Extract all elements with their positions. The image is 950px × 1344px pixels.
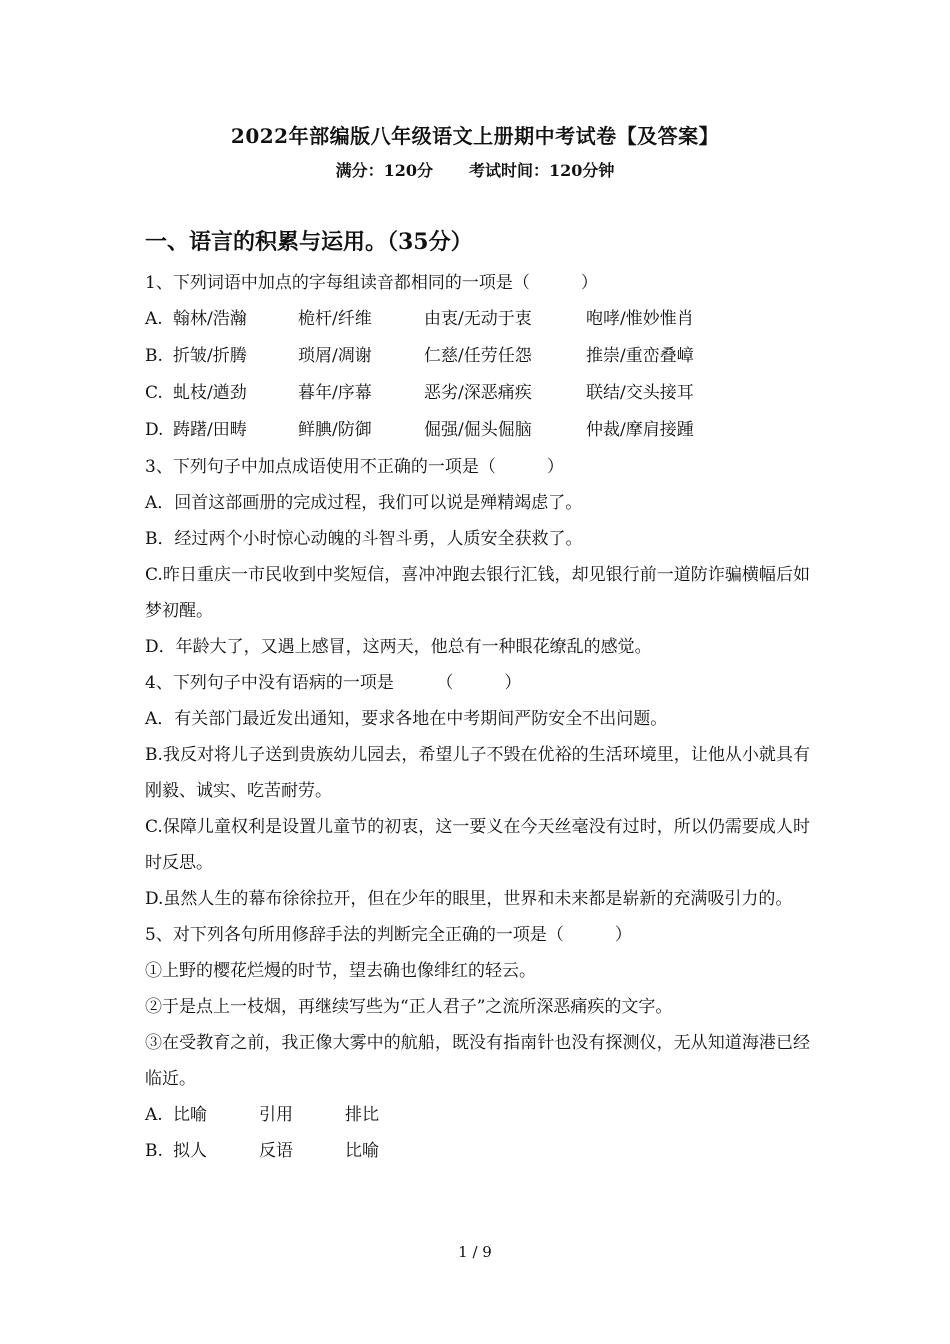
exam-time: 考试时间：120分钟 — [469, 161, 615, 180]
page-number: 1 / 9 — [458, 1243, 492, 1261]
question-5-sentence-1: ①上野的樱花烂熳的时节，望去确也像绯红的轻云。 — [145, 961, 536, 981]
full-score: 满分：120分 — [335, 161, 433, 180]
question-1-option-b: B. 折皱/折腾 琐屑/凋谢 仁慈/任劳任怨 推崇/重峦叠嶂 — [145, 346, 694, 366]
question-3-option-c: C.昨日重庆一市民收到中奖短信，喜冲冲跑去银行汇钱，却见银行前一道防诈骗横幅后如梦初醒。 — [145, 565, 810, 621]
question-1-stem: 1、下列词语中加点的字每组读音都相同的一项是（ ） — [145, 273, 598, 293]
question-1-option-c: C. 虬枝/遒劲 暮年/序幕 恶劣/深恶痛疾 联结/交头接耳 — [145, 383, 694, 403]
exam-title: 2022年部编版八年级语文上册期中考试卷【及答案】 — [230, 124, 720, 148]
question-4-option-b: B.我反对将儿子送到贵族幼儿园去，希望儿子不毁在优裕的生活环境里，让他从小就具有刚毅、诚实、吃苦耐劳。 — [145, 745, 810, 801]
question-5-option-a: A. 比喻 引用 排比 — [145, 1105, 379, 1125]
question-5-sentence-2: ②于是点上一枝烟，再继续写些为“正人君子”之流所深恶痛疾的文字。 — [145, 997, 673, 1017]
question-4-stem: 4、下列句子中没有语病的一项是 （ ） — [145, 673, 522, 693]
question-3-stem: 3、下列句子中加点成语使用不正确的一项是（ ） — [145, 457, 564, 477]
exam-subtitle — [0, 158, 950, 181]
question-3-option-d: D．年龄大了，又遇上感冒，这两天，他总有一种眼花缭乱的感觉。 — [145, 637, 652, 657]
question-4-option-a: A．有关部门最近发出通知，要求各地在中考期间严防安全不出问题。 — [145, 709, 668, 729]
questions — [145, 265, 810, 1169]
question-1-option-a: A. 翰林/浩瀚 桅杆/纤维 由衷/无动于衷 咆哮/惟妙惟肖 — [145, 309, 694, 329]
question-4-option-d: D.虽然人生的幕布徐徐拉开，但在少年的眼里，世界和未来都是崭新的充满吸引力的。 — [145, 889, 793, 909]
question-3-option-a: A．回首这部画册的完成过程，我们可以说是殚精竭虑了。 — [145, 493, 583, 513]
question-4-option-c: C.保障儿童权利是设置儿童节的初衷，这一要义在今天丝毫没有过时，所以仍需要成人时时反思。 — [145, 817, 810, 873]
question-5-sentence-3: ③在受教育之前，我正像大雾中的航船，既没有指南针也没有探测仪，无从知道海港已经临近。 — [145, 1033, 810, 1089]
question-3-option-b: B．经过两个小时惊心动魄的斗智斗勇，人质安全获救了。 — [145, 529, 583, 549]
question-5-stem: 5、对下列各句所用修辞手法的判断完全正确的一项是（ ） — [145, 925, 632, 945]
section-heading: 一、语言的积累与运用。（35分） — [145, 229, 473, 255]
question-1-option-d: D. 踌躇/田畴 鲜腆/防御 倔强/倔头倔脑 仲裁/摩肩接踵 — [145, 420, 694, 440]
question-5-option-b: B. 拟人 反语 比喻 — [145, 1141, 379, 1161]
